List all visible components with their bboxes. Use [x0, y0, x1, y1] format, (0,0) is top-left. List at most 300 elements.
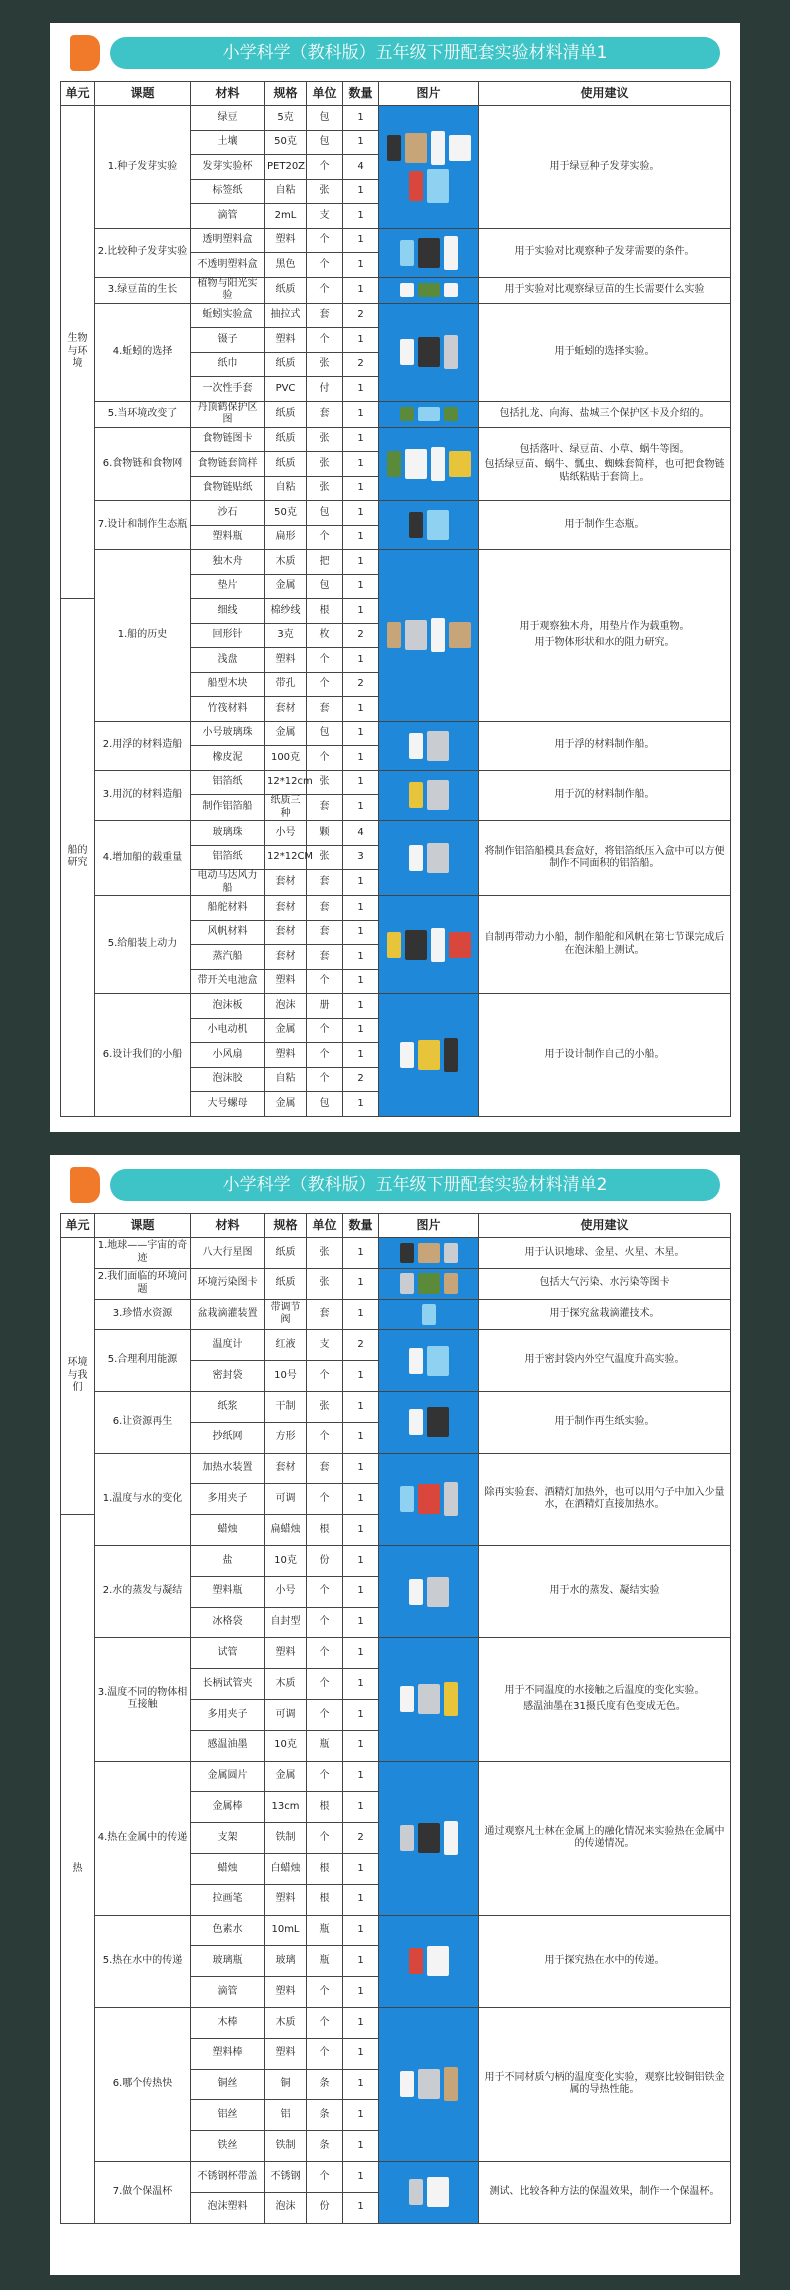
advice-cell: [479, 994, 731, 1117]
unit-measure-cell: 颗: [307, 821, 343, 846]
qty-cell: 1: [343, 228, 379, 253]
material-item-icon: [405, 133, 427, 163]
unit-cell: 热: [61, 1515, 95, 2223]
materials-table: [60, 1213, 731, 2224]
material-photo: [379, 501, 479, 550]
topic-cell: 6.食物链和食物网: [95, 427, 191, 501]
spec-cell: 可调: [265, 1699, 307, 1730]
unit-measure-cell: 个: [307, 1977, 343, 2008]
photo-placeholder: [381, 731, 476, 761]
spec-cell: 小号: [265, 821, 307, 846]
unit-measure-cell: 套: [307, 920, 343, 945]
material-photo: [379, 106, 479, 229]
material-cell: 多用夹子: [191, 1699, 265, 1730]
table-row: [61, 1238, 731, 1269]
photo-placeholder: [381, 447, 476, 481]
photo-placeholder: [381, 236, 476, 270]
material-list-sheet-2: [50, 1155, 740, 2275]
unit-measure-cell: 张: [307, 476, 343, 501]
qty-cell: 1: [343, 599, 379, 624]
material-photo: [379, 277, 479, 303]
material-cell: 食物链贴纸: [191, 476, 265, 501]
qty-cell: 2: [343, 1067, 379, 1092]
advice-text: 测试、比较各种方法的保温效果，制作一个保温杯。: [489, 2185, 720, 2197]
material-cell: 铜丝: [191, 2069, 265, 2100]
advice-cell: [479, 106, 731, 229]
unit-measure-cell: 张: [307, 179, 343, 204]
material-item-icon: [387, 622, 401, 648]
material-cell: 塑料瓶: [191, 1576, 265, 1607]
spec-cell: 可调: [265, 1484, 307, 1515]
table-row: [61, 501, 731, 526]
topic-cell: 5.合理利用能源: [95, 1330, 191, 1392]
unit-measure-cell: 张: [307, 845, 343, 870]
qty-cell: 1: [343, 1453, 379, 1484]
material-cell: 不锈钢杯带盖: [191, 2161, 265, 2192]
photo-placeholder: [381, 283, 476, 298]
material-item-icon: [405, 930, 427, 960]
header-topic: 课题: [95, 1214, 191, 1238]
qty-cell: 1: [343, 106, 379, 131]
material-cell: 长柄试管夹: [191, 1669, 265, 1700]
material-cell: 橡皮泥: [191, 746, 265, 771]
material-cell: 铝箔纸: [191, 770, 265, 795]
spec-cell: 带调节阀: [265, 1299, 307, 1330]
material-photo: [379, 1330, 479, 1392]
advice-cell: [479, 1391, 731, 1453]
qty-cell: 1: [343, 2131, 379, 2162]
spec-cell: 自粘: [265, 476, 307, 501]
material-item-icon: [449, 932, 471, 958]
advice-text: 用于实验对比观察绿豆苗的生长需要什么实验: [504, 283, 705, 295]
qty-cell: 1: [343, 2038, 379, 2069]
spec-cell: 2mL: [265, 204, 307, 229]
material-item-icon: [444, 1821, 458, 1855]
qty-cell: 1: [343, 2192, 379, 2223]
material-item-icon: [418, 238, 440, 268]
material-item-icon: [427, 843, 449, 873]
advice-text: 用于制作再生纸实验。: [554, 1416, 655, 1428]
spec-cell: 金属: [265, 574, 307, 599]
unit-measure-cell: 条: [307, 2100, 343, 2131]
material-item-icon: [431, 131, 445, 165]
unit-measure-cell: 个: [307, 1067, 343, 1092]
material-item-icon: [400, 1243, 414, 1264]
qty-cell: 1: [343, 746, 379, 771]
title-banner: [70, 1167, 720, 1203]
spec-cell: 10克: [265, 1730, 307, 1761]
unit-measure-cell: 张: [307, 1238, 343, 1269]
material-photo: [379, 1761, 479, 1915]
qty-cell: 1: [343, 896, 379, 921]
table-row: [61, 303, 731, 328]
topic-cell: 1.地球——宇宙的奇迹: [95, 1238, 191, 1269]
material-item-icon: [418, 2069, 440, 2099]
spec-cell: 自粘: [265, 1067, 307, 1092]
material-cell: 植物与阳光实验: [191, 277, 265, 303]
material-cell: 铁丝: [191, 2131, 265, 2162]
unit-measure-cell: 根: [307, 1853, 343, 1884]
material-cell: 密封袋: [191, 1361, 265, 1392]
qty-cell: 1: [343, 1699, 379, 1730]
orange-tag-icon: [70, 35, 100, 71]
qty-cell: 1: [343, 1884, 379, 1915]
material-item-icon: [444, 335, 458, 369]
photo-placeholder: [381, 928, 476, 962]
qty-cell: 1: [343, 1792, 379, 1823]
qty-cell: 1: [343, 179, 379, 204]
topic-cell: 6.哪个传热快: [95, 2007, 191, 2161]
topic-cell: 3.珍惜水资源: [95, 1299, 191, 1330]
unit-measure-cell: 个: [307, 1361, 343, 1392]
advice-text: 用于认识地球、金星、火星、木星。: [524, 1246, 685, 1258]
material-item-icon: [431, 618, 445, 652]
materials-table: [60, 81, 731, 1117]
advice-text: 用于实验对比观察种子发芽需要的条件。: [514, 246, 695, 258]
qty-cell: 1: [343, 1977, 379, 2008]
spec-cell: 自粘: [265, 179, 307, 204]
material-cell: 小号玻璃珠: [191, 721, 265, 746]
material-cell: 发芽实验杯: [191, 155, 265, 180]
topic-cell: 5.给船装上动力: [95, 896, 191, 994]
table-row: [61, 1453, 731, 1484]
advice-text: 包括扎龙、向海、盐城三个保护区卡及介绍的。: [499, 407, 710, 419]
spec-cell: 棉纱线: [265, 599, 307, 624]
unit-measure-cell: 张: [307, 452, 343, 477]
qty-cell: 1: [343, 130, 379, 155]
material-cell: 加热水装置: [191, 1453, 265, 1484]
topic-cell: 2.比较种子发芽实验: [95, 228, 191, 277]
qty-cell: 1: [343, 1299, 379, 1330]
photo-placeholder: [381, 1682, 476, 1716]
qty-cell: 1: [343, 574, 379, 599]
unit-measure-cell: 个: [307, 1576, 343, 1607]
unit-measure-cell: 条: [307, 2069, 343, 2100]
material-cell: 船舵材料: [191, 896, 265, 921]
qty-cell: 1: [343, 994, 379, 1019]
sheet-title: 小学科学（教科版）五年级下册配套实验材料清单2: [110, 1169, 720, 1201]
advice-text-secondary: 感温油墨在31摄氏度有色变成无色。: [523, 1700, 686, 1712]
table-row: [61, 2161, 731, 2192]
material-cell: 试管: [191, 1638, 265, 1669]
material-cell: 竹筏材料: [191, 697, 265, 722]
material-photo: [379, 994, 479, 1117]
unit-measure-cell: 包: [307, 501, 343, 526]
material-cell: 盆栽滴灌装置: [191, 1299, 265, 1330]
material-cell: 标签纸: [191, 179, 265, 204]
advice-cell: [479, 427, 731, 501]
advice-text: 用于水的蒸发、凝结实验: [549, 1585, 660, 1597]
material-cell: 纸浆: [191, 1391, 265, 1422]
unit-measure-cell: 套: [307, 697, 343, 722]
spec-cell: 塑料: [265, 1884, 307, 1915]
spec-cell: PVC: [265, 377, 307, 402]
unit-measure-cell: 根: [307, 599, 343, 624]
spec-cell: 纸质: [265, 1238, 307, 1269]
material-photo: [379, 427, 479, 501]
table-row: [61, 277, 731, 303]
topic-cell: 5.当环境改变了: [95, 401, 191, 427]
advice-text: 用于沉的材料制作船。: [554, 789, 655, 800]
material-photo: [379, 303, 479, 401]
advice-cell: [479, 1761, 731, 1915]
spec-cell: 3克: [265, 623, 307, 648]
unit-measure-cell: 个: [307, 155, 343, 180]
spec-cell: 5克: [265, 106, 307, 131]
material-cell: 多用夹子: [191, 1484, 265, 1515]
advice-cell: [479, 1299, 731, 1330]
qty-cell: 1: [343, 277, 379, 303]
material-photo: [379, 2007, 479, 2161]
material-item-icon: [400, 2071, 414, 2097]
qty-cell: 1: [343, 2069, 379, 2100]
advice-text: 用于探究热在水中的传递。: [544, 1954, 665, 1966]
qty-cell: 1: [343, 377, 379, 402]
unit-measure-cell: 瓶: [307, 1915, 343, 1946]
qty-cell: 2: [343, 1330, 379, 1361]
unit-measure-cell: 支: [307, 204, 343, 229]
advice-cell: [479, 2161, 731, 2223]
spec-cell: 泡沫: [265, 994, 307, 1019]
advice-cell: [479, 501, 731, 550]
material-cell: 玻璃珠: [191, 821, 265, 846]
unit-measure-cell: 把: [307, 550, 343, 575]
material-item-icon: [387, 451, 401, 477]
material-list-sheet-1: [50, 23, 740, 1132]
topic-cell: 7.设计和制作生态瓶: [95, 501, 191, 550]
table-row: [61, 401, 731, 427]
material-item-icon: [444, 1682, 458, 1716]
material-item-icon: [409, 1579, 423, 1605]
spec-cell: 铁制: [265, 2131, 307, 2162]
table-row: [61, 1330, 731, 1361]
table-row: [61, 1299, 731, 1330]
qty-cell: 1: [343, 525, 379, 550]
material-item-icon: [409, 2179, 423, 2205]
unit-measure-cell: 个: [307, 1484, 343, 1515]
material-item-icon: [400, 1273, 414, 1294]
material-cell: 绿豆: [191, 106, 265, 131]
material-cell: 大号螺母: [191, 1092, 265, 1117]
spec-cell: PET20Z: [265, 155, 307, 180]
material-item-icon: [409, 171, 423, 201]
title-banner: [70, 35, 720, 71]
table-row: [61, 427, 731, 452]
spec-cell: 套材: [265, 896, 307, 921]
material-item-icon: [387, 932, 401, 958]
spec-cell: 纸质: [265, 427, 307, 452]
qty-cell: 1: [343, 1915, 379, 1946]
material-item-icon: [431, 928, 445, 962]
material-item-icon: [444, 236, 458, 270]
qty-cell: 1: [343, 1761, 379, 1792]
qty-cell: 1: [343, 2161, 379, 2192]
material-item-icon: [409, 845, 423, 871]
spec-cell: 金属: [265, 1092, 307, 1117]
photo-placeholder: [381, 1038, 476, 1072]
unit-measure-cell: 条: [307, 2131, 343, 2162]
unit-measure-cell: 个: [307, 648, 343, 673]
unit-measure-cell: 瓶: [307, 1946, 343, 1977]
topic-cell: 2.用浮的材料造船: [95, 721, 191, 770]
spec-cell: 50克: [265, 501, 307, 526]
advice-text: 通过观察凡士林在金属上的融化情况来实验热在金属中的传递情况。: [484, 1825, 725, 1850]
unit-measure-cell: 张: [307, 770, 343, 795]
spec-cell: 白蜡烛: [265, 1853, 307, 1884]
photo-placeholder: [381, 1946, 476, 1976]
material-cell: 电动马达风力船: [191, 870, 265, 896]
material-item-icon: [409, 1948, 423, 1974]
qty-cell: 1: [343, 945, 379, 970]
advice-cell: [479, 277, 731, 303]
material-photo: [379, 1299, 479, 1330]
topic-cell: 2.水的蒸发与凝结: [95, 1545, 191, 1637]
table-row: [61, 1545, 731, 1576]
material-photo: [379, 228, 479, 277]
topic-cell: 1.船的历史: [95, 550, 191, 722]
unit-measure-cell: 包: [307, 574, 343, 599]
material-photo: [379, 821, 479, 896]
unit-measure-cell: 套: [307, 795, 343, 821]
material-photo: [379, 1545, 479, 1637]
header-spec: 规格: [265, 1214, 307, 1238]
advice-cell: [479, 770, 731, 821]
material-cell: 丹顶鹤保护区图: [191, 401, 265, 427]
spec-cell: 木质: [265, 2007, 307, 2038]
material-photo: [379, 1391, 479, 1453]
material-item-icon: [444, 1243, 458, 1264]
advice-text: 用于浮的材料制作船。: [554, 739, 655, 751]
spec-cell: 10克: [265, 1545, 307, 1576]
qty-cell: 2: [343, 303, 379, 328]
advice-text: 包括落叶、绿豆苗、小草、蜗牛等图。: [519, 443, 690, 455]
header-topic: 课题: [95, 82, 191, 106]
qty-cell: 1: [343, 1391, 379, 1422]
material-item-icon: [449, 622, 471, 648]
material-item-icon: [427, 780, 449, 810]
unit-measure-cell: 个: [307, 228, 343, 253]
qty-cell: 1: [343, 452, 379, 477]
spec-cell: 方形: [265, 1422, 307, 1453]
spec-cell: 套材: [265, 920, 307, 945]
unit-measure-cell: 个: [307, 1823, 343, 1854]
spec-cell: 纸质三种: [265, 795, 307, 821]
unit-measure-cell: 个: [307, 1699, 343, 1730]
material-photo: [379, 1268, 479, 1299]
qty-cell: 1: [343, 1545, 379, 1576]
header-qty: 数量: [343, 1214, 379, 1238]
material-item-icon: [400, 1042, 414, 1068]
unit-measure-cell: 个: [307, 1607, 343, 1638]
material-cell: 沙石: [191, 501, 265, 526]
material-item-icon: [409, 512, 423, 538]
spec-cell: 纸质: [265, 401, 307, 427]
table-header-row: [61, 1214, 731, 1238]
photo-placeholder: [381, 335, 476, 369]
material-item-icon: [405, 620, 427, 650]
unit-measure-cell: 份: [307, 2192, 343, 2223]
qty-cell: 1: [343, 1638, 379, 1669]
material-cell: 小风扇: [191, 1043, 265, 1068]
table-row: [61, 1761, 731, 1792]
material-item-icon: [400, 240, 414, 266]
qty-cell: 1: [343, 920, 379, 945]
photo-placeholder: [381, 407, 476, 422]
unit-measure-cell: 张: [307, 352, 343, 377]
spec-cell: 塑料: [265, 1977, 307, 2008]
table-row: [61, 770, 731, 795]
spec-cell: 套材: [265, 1453, 307, 1484]
material-photo: [379, 1638, 479, 1761]
material-cell: 带开关电池盒: [191, 969, 265, 994]
advice-cell: [479, 2007, 731, 2161]
table-row: [61, 550, 731, 575]
material-cell: 蜡烛: [191, 1515, 265, 1546]
qty-cell: 1: [343, 721, 379, 746]
unit-measure-cell: 付: [307, 377, 343, 402]
unit-measure-cell: 个: [307, 672, 343, 697]
qty-cell: 2: [343, 1823, 379, 1854]
material-photo: [379, 550, 479, 722]
advice-text: 用于绿豆种子发芽实验。: [549, 160, 660, 172]
material-item-icon: [431, 447, 445, 481]
unit-measure-cell: 张: [307, 1268, 343, 1299]
advice-cell: [479, 1638, 731, 1761]
advice-cell: [479, 1330, 731, 1392]
advice-text: 用于密封袋内外空气温度升高实验。: [524, 1354, 685, 1366]
spec-cell: 扁形: [265, 525, 307, 550]
qty-cell: 1: [343, 1607, 379, 1638]
unit-cell: 船的研究: [61, 599, 95, 1117]
spec-cell: 干制: [265, 1391, 307, 1422]
spec-cell: 抽拉式: [265, 303, 307, 328]
header-unit: 单元: [61, 1214, 95, 1238]
material-item-icon: [409, 782, 423, 808]
material-item-icon: [418, 337, 440, 367]
topic-cell: 4.蚯蚓的选择: [95, 303, 191, 401]
material-item-icon: [418, 1823, 440, 1853]
qty-cell: 1: [343, 648, 379, 673]
orange-tag-icon: [70, 1167, 100, 1203]
spec-cell: 12*12cm: [265, 770, 307, 795]
topic-cell: 6.让资源再生: [95, 1391, 191, 1453]
unit-measure-cell: 份: [307, 1545, 343, 1576]
advice-cell: [479, 1268, 731, 1299]
spec-cell: 塑料: [265, 1043, 307, 1068]
qty-cell: 3: [343, 845, 379, 870]
material-cell: 色素水: [191, 1915, 265, 1946]
material-item-icon: [422, 1304, 436, 1325]
photo-placeholder: [381, 510, 476, 540]
material-item-icon: [418, 407, 440, 422]
qty-cell: 1: [343, 1018, 379, 1043]
material-item-icon: [449, 135, 471, 161]
material-item-icon: [400, 1486, 414, 1512]
qty-cell: 1: [343, 1853, 379, 1884]
material-item-icon: [427, 1946, 449, 1976]
material-item-icon: [449, 451, 471, 477]
advice-text-secondary: 用于物体形状和水的阻力研究。: [534, 636, 675, 648]
unit-measure-cell: 包: [307, 106, 343, 131]
material-cell: 拉画笔: [191, 1884, 265, 1915]
advice-cell: [479, 1545, 731, 1637]
material-item-icon: [409, 1409, 423, 1435]
qty-cell: 1: [343, 501, 379, 526]
unit-measure-cell: 个: [307, 2161, 343, 2192]
qty-cell: 1: [343, 550, 379, 575]
table-row: [61, 2007, 731, 2038]
qty-cell: 1: [343, 697, 379, 722]
